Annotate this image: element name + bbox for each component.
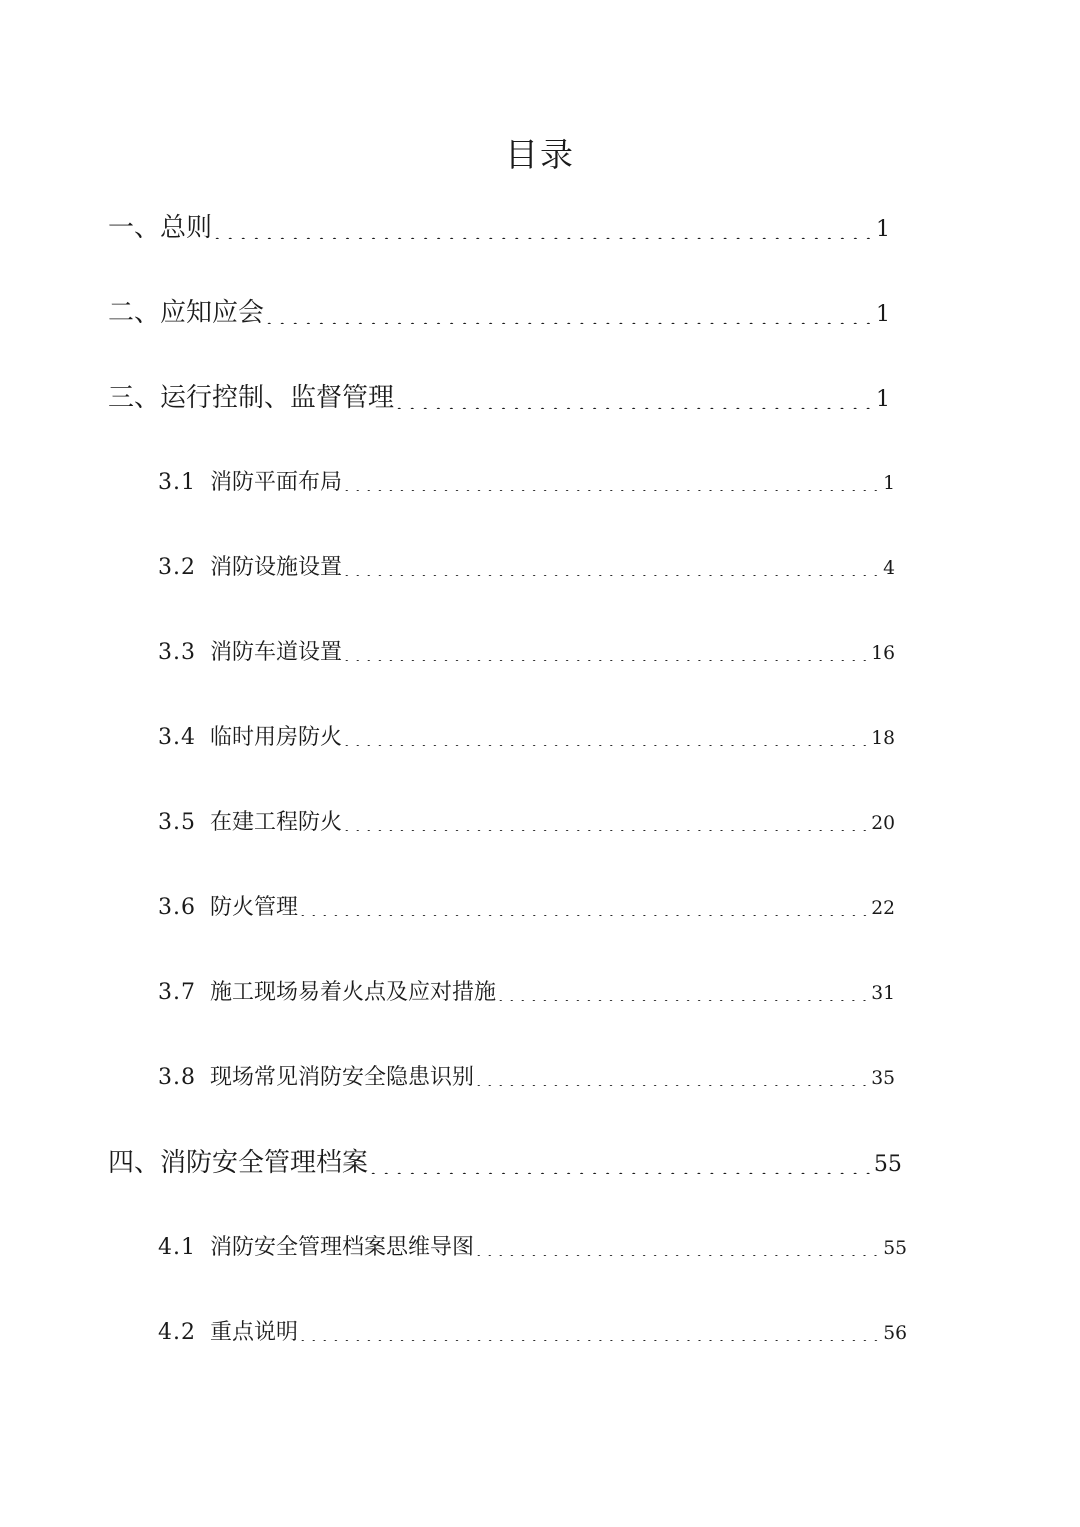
toc-entry-label: 重点说明 [210, 1320, 299, 1345]
page-title: 目录 [505, 135, 575, 174]
toc-entry-page: 1 [883, 473, 895, 494]
toc-entry-page: 1 [875, 301, 890, 327]
toc-entry-label: 一、总则 [108, 213, 213, 243]
toc-entry-number: 3.1 [158, 470, 196, 495]
toc-leader-dots [344, 809, 869, 831]
toc-entry-label: 四、消防安全管理档案 [108, 1148, 369, 1178]
toc-leader-dots [300, 1319, 881, 1341]
toc-entry-label: 消防设施设置 [210, 555, 343, 580]
toc-entry-number: 3.3 [158, 640, 196, 665]
toc-entry-number: 3.5 [158, 810, 196, 835]
toc-entry-label: 防火管理 [210, 895, 299, 920]
toc-entry[interactable] [158, 1230, 907, 1266]
toc-entry[interactable] [108, 208, 890, 248]
toc-entry-label: 施工现场易着火点及应对措施 [210, 980, 497, 1005]
toc-entry[interactable] [158, 975, 895, 1011]
toc-entry[interactable] [158, 1060, 895, 1096]
toc-entry-number: 3.4 [158, 725, 196, 750]
toc-entry[interactable] [158, 635, 895, 671]
toc-entry[interactable] [158, 720, 895, 756]
toc-entry[interactable] [158, 1315, 907, 1351]
toc-entry-number: 3.2 [158, 555, 196, 580]
toc-leader-dots [344, 724, 869, 746]
toc-leader-dots [344, 639, 869, 661]
toc-entry-label: 消防车道设置 [210, 640, 343, 665]
toc-entry-number: 3.6 [158, 895, 196, 920]
toc-entry-number: 3.8 [158, 1065, 196, 1090]
toc-entry-label: 三、运行控制、监督管理 [108, 383, 395, 413]
toc-leader-dots [266, 298, 874, 324]
toc-leader-dots [214, 213, 874, 239]
toc-entry-number: 4.1 [158, 1235, 196, 1260]
toc-entry-page: 1 [875, 216, 890, 242]
toc-entry-label: 在建工程防火 [210, 810, 343, 835]
toc-entry-page: 35 [871, 1068, 895, 1089]
toc-entry[interactable] [158, 890, 895, 926]
toc-leader-dots [300, 894, 869, 916]
toc-leader-dots [344, 469, 881, 491]
toc-leader-dots [476, 1234, 881, 1256]
toc-entry-page: 4 [883, 558, 895, 579]
toc-entry-label: 消防安全管理档案思维导图 [210, 1235, 475, 1260]
toc-entry[interactable] [158, 550, 895, 586]
toc-entry-page: 55 [883, 1238, 907, 1259]
toc-entry-page: 31 [871, 983, 895, 1004]
toc-entry-label: 消防平面布局 [210, 470, 343, 495]
toc-leader-dots [396, 383, 874, 409]
toc-entry-number: 3.7 [158, 980, 196, 1005]
toc-leader-dots [344, 554, 881, 576]
toc-entry-label: 二、应知应会 [108, 298, 265, 328]
toc-entry-label: 现场常见消防安全隐患识别 [210, 1065, 475, 1090]
toc-entry[interactable] [158, 465, 895, 501]
toc-entry-page: 20 [871, 813, 895, 834]
toc-leader-dots [498, 979, 869, 1001]
toc-entry[interactable] [108, 293, 890, 333]
toc-leader-dots [476, 1064, 869, 1086]
toc-entry-number: 4.2 [158, 1320, 196, 1345]
toc-entry-page: 1 [875, 386, 890, 412]
toc-entry-page: 18 [871, 728, 895, 749]
toc-entry-label: 临时用房防火 [210, 725, 343, 750]
toc-entry-page: 16 [871, 643, 895, 664]
toc-entry[interactable] [158, 805, 895, 841]
toc-entry[interactable] [108, 1143, 902, 1183]
toc-entry-page: 55 [873, 1151, 902, 1177]
toc-entry[interactable] [108, 378, 890, 418]
toc-entry-page: 22 [871, 898, 895, 919]
toc-leader-dots [370, 1148, 872, 1174]
toc-entry-page: 56 [883, 1323, 907, 1344]
